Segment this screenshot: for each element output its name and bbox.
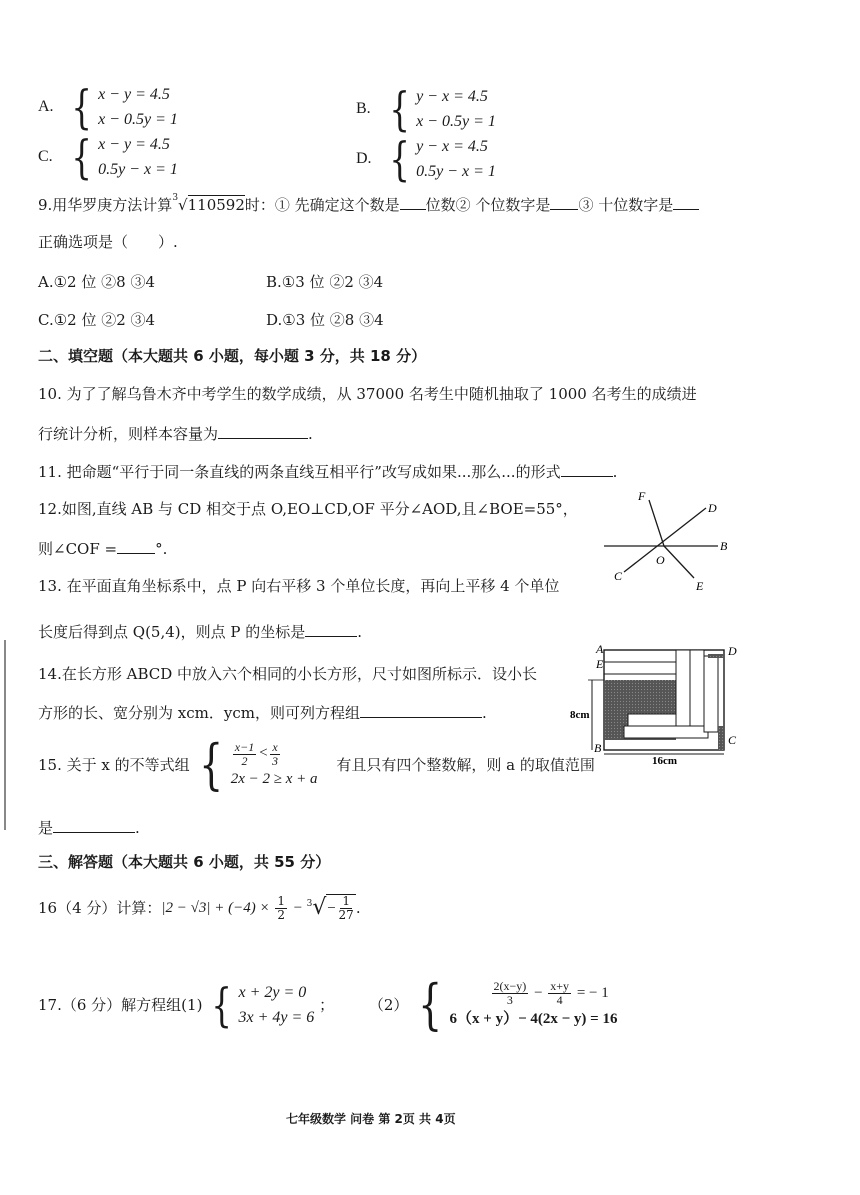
q9-line1 [38,192,699,215]
section3-title: 三、解答题（本大题共 6 小题，共 55 分） [38,853,331,871]
q15-frac-lhs: $\frac{x-1}{2}$ [234,739,255,768]
q13-blank [305,620,357,637]
brace-icon: { [389,132,410,186]
q14-line2-pre: 方形的长、宽分别为 xcm．ycm，则可列方程组 [38,704,360,722]
line-cd [624,508,706,572]
q8-b-eq1: y − x = 4.5 [416,88,488,105]
q12-figure [596,488,746,598]
q8-option-c-letter: C. [38,148,53,165]
q13-line2-pre: 长度后得到点 Q(5,4)，则点 P 的坐标是 [38,623,306,641]
q12-line2-pre: 则∠COF = [38,540,118,558]
q17-frac-a: $\frac{2(x-y)}{3}$ [493,979,527,1008]
q16-radicand [326,894,355,922]
q12-line2-post: °. [155,540,168,558]
q15-end: . [135,819,140,837]
radical-icon: √ [312,895,327,920]
q9-part2: 位数② 个位数字是 [425,196,551,214]
q17-sys1-eq1: x + 2y = 0 [238,984,307,1001]
q11-end: . [612,463,618,481]
scan-edge-mark [4,640,6,830]
q8-option-b [356,84,496,134]
q13-line2 [38,620,362,642]
q11-line [38,460,617,482]
brace-icon: { [418,973,443,1036]
q10-line2-text: 行统计分析，则样本容量为 [38,425,219,443]
small-rect-vertical-1 [676,650,690,726]
q10-line1: 10. 为了了解乌鲁木齐中考学生的数学成绩，从 37000 名考生中随机抽取了 1000 名考生的成绩进 [38,385,697,403]
q17-sys1-eq2: 3x + 4y = 6 [238,1009,315,1026]
q8-a-eq1: x − y = 4.5 [98,86,170,103]
brace-icon: { [199,733,224,796]
q8-option-a [38,82,178,132]
q15-blank [53,816,135,833]
label-f: F [638,489,646,503]
q17-pre: 17.（6 分）解方程组(1) [38,996,203,1014]
q16-frac-half: $\frac{1}{2}$ [277,893,286,922]
q17-minus: − [530,984,547,1001]
q12-line2 [38,537,167,559]
q10-line2 [38,422,313,444]
q8-c-eq2: 0.5y − x = 1 [98,161,178,178]
q8-option-d [356,134,496,184]
q8-option-a-letter: A. [38,98,54,115]
q14-end: . [481,704,487,722]
q8-option-b-system [385,84,496,134]
q15-ineq1 [231,740,318,767]
label-a: A [596,642,604,656]
q11-text: 11. 把命题“平行于同一条直线的两条直线互相平行”改写成如果...那么...的形式 [38,463,561,481]
q13-end: . [357,623,363,641]
section2-title: 二、填空题（本大题共 6 小题，每小题 3 分，共 18 分） [38,347,427,365]
q12-line1: 12.如图,直线 AB 与 CD 相交于点 O,EO⊥CD,OF 平分∠AOD,且∠BOE=55°， [38,500,578,518]
label-e: E [696,579,704,593]
q9-option-c: C.①2 位 ②2 ③4 [38,311,156,329]
q9-blank-2 [550,193,578,210]
q15-system [194,733,318,796]
q14-line1: 14.在长方形 ABCD 中放入六个相同的小长方形，尺寸如图所标示．设小长 [38,665,538,683]
q9-radicand: 110592 [187,196,245,214]
q17-system-1 [207,980,314,1030]
q9-part3: ③ 十位数字是 [578,196,674,214]
q9-option-b: B.①3 位 ②2 ③4 [266,273,384,291]
q16-cbrt-index: 3 [306,899,313,909]
q16-expr: |2 − √3| + (−4) × [161,900,274,916]
label-b: B [594,741,602,755]
q14-figure [568,640,748,765]
brace-icon: { [71,130,92,184]
q16-neg: − [326,900,337,917]
q9-blank-3 [673,193,699,210]
q9-line2: 正确选项是（ ）. [38,233,178,251]
q17-sys2-eq1 [450,979,618,1007]
q9-part1: 时：① 先确定这个数是 [244,196,400,214]
q12-blank [117,537,155,554]
q16-line [38,894,361,922]
q16-frac-27: $\frac{1}{27}$ [338,894,354,922]
label-c: C [614,569,623,583]
q17-system-2 [413,973,618,1036]
q17-sys2-eq2: 6（x + y）− 4(2x − y) = 16 [449,1011,618,1028]
small-rect-vertical-2 [690,650,704,726]
small-rect-bottom [624,726,708,738]
q15-post: 有且只有四个整数解，则 a 的取值范围 [336,756,595,774]
brace-icon: { [71,80,92,134]
label-width: 16cm [652,755,678,765]
q8-option-c [38,132,178,182]
q15-ineq2: 2x − 2 ≥ x + a [230,770,318,787]
q17-rhs: = − 1 [573,984,609,1001]
q14-line2 [38,701,487,723]
q9-blank-1 [400,193,426,210]
q16-minus: − [289,900,307,916]
ray-oe [664,546,694,578]
q16-end: . [355,899,361,917]
label-e: E [596,657,604,671]
q13-line1: 13. 在平面直角坐标系中，点 P 向右平移 3 个单位长度，再向上平移 4 个单位 [38,577,560,595]
q8-c-eq1: x − y = 4.5 [98,136,170,153]
page-footer: 七年级数学 问卷 第 2页 共 4页 [286,1112,456,1126]
q15-pre: 15. 关于 x 的不等式组 [38,756,190,774]
label-d: D [708,501,717,515]
q10-blank [218,422,308,439]
label-c: C [728,733,737,747]
q17-line [38,973,618,1036]
q15-line2-pre: 是 [38,819,54,837]
q9-prefix: 9.用华罗庚方法计算 [38,196,173,214]
label-height: 8cm [570,709,590,721]
q9-cube-root [172,192,245,215]
brace-icon: { [389,82,410,136]
q8-option-d-system [385,134,496,184]
q8-b-eq2: x − 0.5y = 1 [416,113,496,130]
brace-icon: { [211,978,233,1032]
q17-frac-b: $\frac{x+y}{4}$ [550,979,570,1008]
q8-option-c-system [67,132,178,182]
q14-blank [360,701,482,718]
q8-option-a-system [67,82,178,132]
q8-option-d-letter: D. [356,150,372,167]
label-o: O [656,553,665,567]
q9-option-a: A.①2 位 ②8 ③4 [38,273,155,291]
label-d: D [728,644,737,658]
q8-d-eq1: y − x = 4.5 [416,138,488,155]
q15-line2 [38,816,140,838]
q16-pre: 16（4 分）计算： [38,899,162,917]
q11-blank [561,460,613,477]
q10-end: . [308,425,313,443]
q9-option-d: D.①3 位 ②8 ③4 [266,311,384,329]
q8-a-eq2: x − 0.5y = 1 [98,111,178,128]
label-b: B [720,539,728,553]
q9-radical-index: 3 [172,193,179,203]
q15-ineq1-op: < [258,745,269,762]
ray-of [649,500,664,546]
radical-icon: √ [178,196,188,214]
q17-part2: （2） [368,996,409,1014]
q17-sep: ； [319,996,335,1014]
q15-frac-rhs: $\frac{x}{3}$ [271,739,278,768]
q8-d-eq2: 0.5y − x = 1 [416,163,496,180]
q8-option-b-letter: B. [356,100,371,117]
q15-line1 [38,733,595,796]
